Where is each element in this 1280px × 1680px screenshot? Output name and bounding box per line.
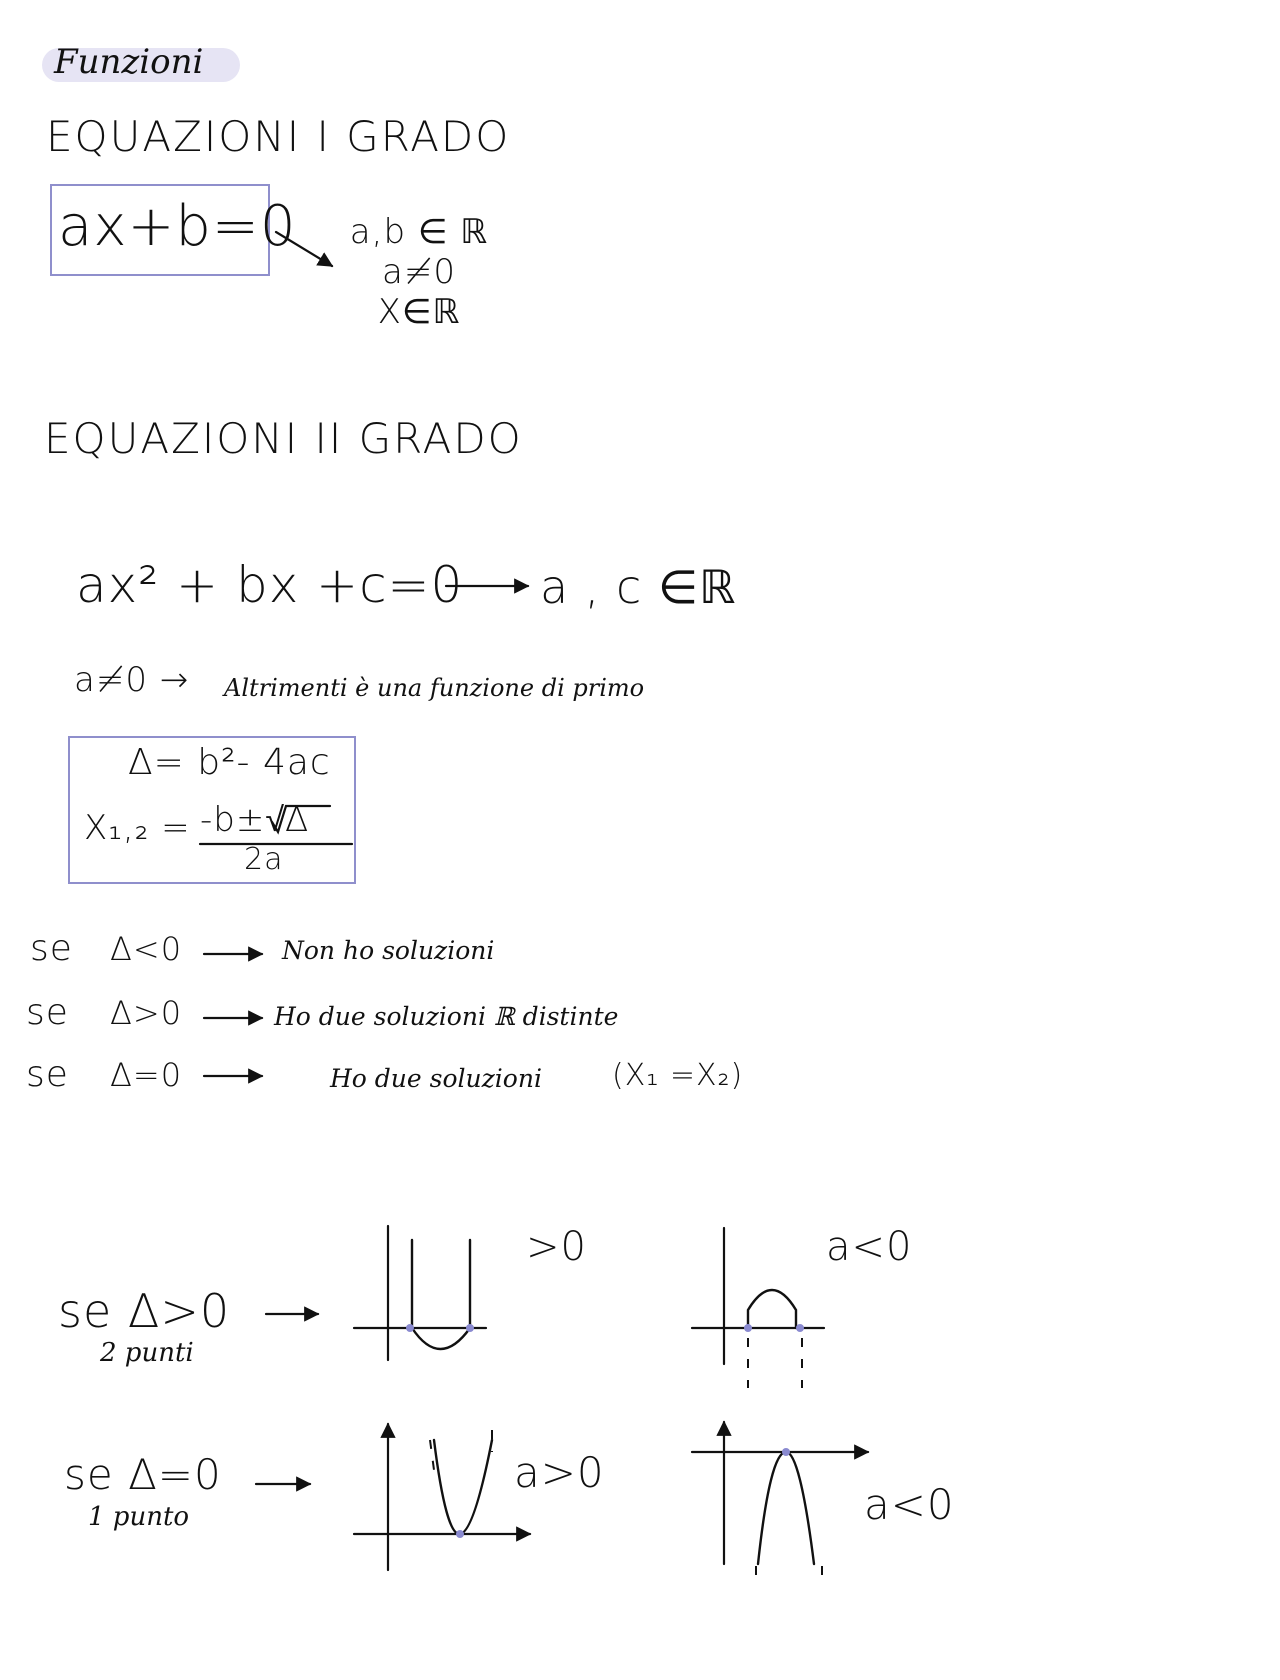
delta-formula: Δ= b²- 4ac [128, 742, 331, 783]
graph-row1-tag-pos: >0 [526, 1224, 587, 1270]
case3-se: se [26, 1054, 69, 1095]
case3-extra: (X₁ =X₂) [612, 1058, 744, 1093]
condition-ab: a,b ∈ ℝ [349, 212, 489, 252]
quadratic-arrow-note: a , c ∈ℝ [540, 560, 737, 614]
a-nonzero-condition: a≠0 → [74, 660, 190, 700]
graph-row1-label: se Δ>0 [58, 1284, 231, 1338]
graph-row2-tag-neg: a<0 [864, 1480, 955, 1529]
case2-se: se [26, 992, 69, 1033]
linear-equation: ax+b=0 [58, 194, 297, 259]
roots-denominator: 2a [244, 842, 284, 877]
graph-row2-sub: 1 punto [88, 1502, 190, 1532]
condition-x: X∈ℝ [377, 292, 461, 332]
linear-arrow [276, 232, 332, 266]
page-title: Funzioni [54, 42, 204, 82]
graph-downward-two-points [692, 1228, 824, 1388]
quadratic-equation: ax² + bx +c=0 [76, 556, 464, 614]
a-nonzero-note: Altrimenti è una funzione di primo [224, 674, 645, 702]
roots-label: X₁,₂ = [84, 808, 191, 848]
case2-text: Ho due soluzioni ℝ distinte [274, 1002, 619, 1031]
roots-numerator: -b±√Δ [200, 800, 310, 840]
sqrt-sign [272, 806, 330, 832]
section2-heading: EQUAZIONI II GRADO [44, 414, 523, 463]
case2-cond: Δ>0 [110, 994, 183, 1032]
case1-se: se [30, 928, 73, 969]
case3-cond: Δ=0 [110, 1056, 183, 1094]
case1-cond: Δ<0 [110, 930, 183, 968]
graph-upward-one-point [354, 1424, 530, 1570]
case1-text: Non ho soluzioni [282, 936, 495, 965]
graph-row2-tag-pos: a>0 [514, 1448, 605, 1497]
graph-row2-label: se Δ=0 [64, 1450, 222, 1499]
condition-a-nonzero: a≠0 [382, 252, 456, 292]
graph-row1-tag-neg: a<0 [826, 1224, 913, 1270]
graph-upward-two-points [354, 1226, 486, 1360]
case3-text: Ho due soluzioni [330, 1064, 542, 1093]
graph-row1-sub: 2 punti [100, 1338, 194, 1368]
graph-downward-one-point [692, 1422, 868, 1578]
section1-heading: EQUAZIONI I GRADO [46, 112, 511, 161]
